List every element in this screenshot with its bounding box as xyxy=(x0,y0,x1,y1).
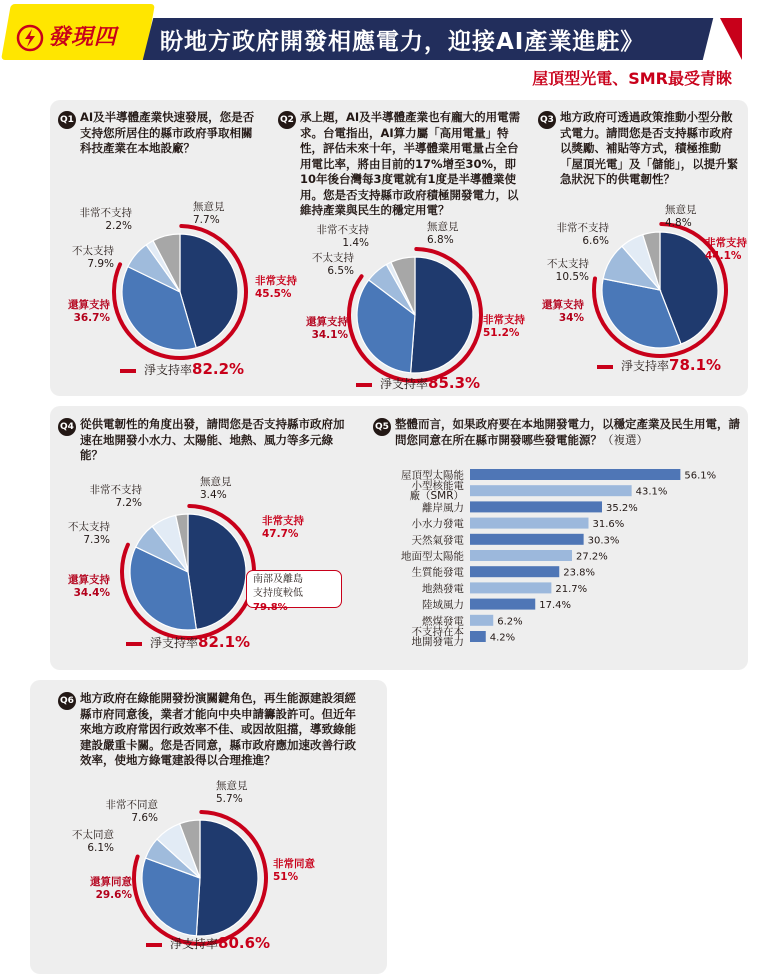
q5-bar xyxy=(470,582,551,593)
q2-net-support: 淨支持率85.3% xyxy=(356,374,480,392)
q1-label-not-support: 不太支持 7.9% xyxy=(72,245,114,270)
q6-label-very-not-agree: 非常不同意 7.6% xyxy=(105,799,158,824)
q1-question: AI及半導體產業快速發展，您是否支持您所居住的縣市政府爭取相關科技產業在本地設廠？ xyxy=(80,110,255,155)
lightning-icon xyxy=(16,24,44,52)
q6-badge: Q6 xyxy=(58,692,76,710)
q4-badge: Q4 xyxy=(58,418,76,436)
q1-label-very-not-support: 非常不支持 2.2% xyxy=(79,207,132,232)
q5-bar-label: 陸域風力 xyxy=(422,599,464,612)
header-badge: 發現四 xyxy=(48,25,118,50)
q5-bar-value: 56.1% xyxy=(684,470,717,482)
q2-label-very-support: 非常支持 51.2% xyxy=(483,314,525,339)
q6-pie xyxy=(130,808,270,948)
q2-slice-very-support xyxy=(411,257,473,373)
q1-badge: Q1 xyxy=(58,111,76,129)
q5-bar-label: 不支持在本地開發電力 xyxy=(411,626,464,648)
q5-bar-chart xyxy=(360,462,750,662)
q4-label-no-opinion: 無意見 3.4% xyxy=(200,476,232,501)
q5-bar-value: 6.2% xyxy=(497,616,523,628)
q6-label-not-agree: 不太同意 6.1% xyxy=(72,829,114,854)
q1-label-very-support: 非常支持 45.5% xyxy=(255,275,297,300)
page-title: 盼地方政府開發相應電力，迎接AI產業進駐》 xyxy=(160,29,645,55)
q5-badge: Q5 xyxy=(373,418,391,436)
q3-label-not-support: 不太支持 10.5% xyxy=(547,258,589,283)
q2-question: 承上題，AI及半導體產業也有龐大的用電需求。台電指出，AI算力屬「高用電量」特性，評估未來十年，半導體業用電量占全台用電比率，將由目前的17%增至30%，即10年後台灣每3度電就有1度是半導體業使用。您是否支持縣市政府積極開發電力，以維持產業與民生的穩定用電？ xyxy=(300,110,521,217)
q6-label-no-opinion: 無意見 5.7% xyxy=(216,780,248,805)
q5-bar-label: 燃煤發電 xyxy=(422,615,464,628)
q2-label-very-not-support: 非常不支持 1.4% xyxy=(316,224,369,249)
q2-badge: Q2 xyxy=(278,111,296,129)
q5-bar-label: 地面型太陽能 xyxy=(401,550,464,563)
q5-bar xyxy=(470,518,589,529)
q5-bar xyxy=(470,485,632,496)
q4-net-support: 淨支持率82.1% xyxy=(126,633,250,651)
q3-net-support: 淨支持率78.1% xyxy=(597,356,721,374)
q3-badge: Q3 xyxy=(538,111,556,129)
q4-label-not-support: 不太支持 7.3% xyxy=(68,521,110,546)
q5-bar xyxy=(470,631,486,642)
q4-label-very-support: 非常支持 47.7% xyxy=(262,515,304,540)
q5-bar-value: 4.2% xyxy=(489,632,516,644)
q4-label-very-not-support: 非常不支持 7.2% xyxy=(89,484,142,509)
q6-net-support: 淨支持率80.6% xyxy=(146,934,270,952)
q5-question: 整體而言，如果政府要在本地開發電力，以穩定產業及民生用電，請問您同意在所在縣市開發哪些發電能源？（複選） xyxy=(395,417,740,447)
q5-bar-label: 屋頂型太陽能 xyxy=(401,469,464,482)
q6-question: 地方政府在綠能開發扮演關鍵角色，再生能源建設須經縣市府同意後，業者才能向中央申請籌設許可。但近年來地方政府常因行政效率不佳、或因故阻擋，導致綠能建設嚴重卡關。您是否同意，縣市政府應加速改善行政效率，使地方綠電建設得以合理推進？ xyxy=(80,691,356,767)
q5-bar xyxy=(470,599,535,610)
q6-label-very-agree: 非常同意 51% xyxy=(273,858,315,883)
q2-label-no-opinion: 無意見 6.8% xyxy=(427,221,459,246)
q5-bar xyxy=(470,534,584,545)
q5-bar-label: 小型核能電廠（SMR） xyxy=(409,480,464,503)
q5-bar-value: 43.1% xyxy=(635,486,668,498)
q5-bar-label: 小水力發電 xyxy=(411,518,464,531)
page-subtitle: 屋頂型光電、SMR最受青睞 xyxy=(532,69,732,88)
q4-callout: 南部及離島 支持度較低79.8% xyxy=(246,570,342,608)
q5-bar-label: 離岸風力 xyxy=(422,501,464,514)
q1-label-support: 還算支持 36.7% xyxy=(68,299,110,324)
q4-slice-very-support xyxy=(188,514,246,629)
q5-bar xyxy=(470,469,680,480)
q5-bar-label: 生質能發電 xyxy=(411,566,464,579)
q3-question: 地方政府可透過政策推動小型分散式電力。請問您是否支持縣市政府以獎勵、補貼等方式，積極推動「屋頂光電」及「儲能」，以提升緊急狀況下的供電韌性？ xyxy=(560,110,739,186)
q5-bar-value: 30.3% xyxy=(587,535,620,547)
q1-net-support: 淨支持率82.2% xyxy=(120,360,244,378)
q5-bar xyxy=(470,566,559,577)
q2-label-support: 還算支持 34.1% xyxy=(306,316,348,341)
q5-bar-label: 天然氣發電 xyxy=(411,534,464,547)
q3-label-very-support: 非常支持 44.1% xyxy=(705,237,747,262)
q5-bar-value: 27.2% xyxy=(576,551,608,563)
q5-bar-label: 地熱發電 xyxy=(422,582,464,595)
q5-bar xyxy=(470,615,493,626)
q5-bar xyxy=(470,501,602,512)
q6-slice-very-support xyxy=(196,820,258,936)
header-accent xyxy=(720,18,742,60)
q2-pie xyxy=(345,245,485,385)
q4-label-support: 還算支持 34.4% xyxy=(68,574,110,599)
q2-label-not-support: 不太支持 6.5% xyxy=(312,252,354,277)
q6-label-agree: 還算同意 29.6% xyxy=(90,876,132,901)
q4-question: 從供電韌性的角度出發，請問您是否支持縣市政府加速在地開發小水力、太陽能、地熱、風力等多元綠能？ xyxy=(80,417,345,462)
q3-label-very-not-support: 非常不支持 6.6% xyxy=(556,222,609,247)
q3-label-no-opinion: 無意見 4.8% xyxy=(665,204,697,229)
q3-label-support: 還算支持 34% xyxy=(542,299,584,324)
q5-bar xyxy=(470,550,572,561)
q1-pie xyxy=(110,222,250,362)
q4-pie xyxy=(118,502,258,642)
q1-label-no-opinion: 無意見 7.7% xyxy=(193,201,225,226)
q5-bar-value: 17.4% xyxy=(539,600,572,612)
q5-bar-value: 23.8% xyxy=(563,567,596,579)
q5-bar-value: 21.7% xyxy=(555,583,588,595)
q5-bar-value: 35.2% xyxy=(606,502,638,514)
q5-bar-value: 31.6% xyxy=(592,519,625,531)
